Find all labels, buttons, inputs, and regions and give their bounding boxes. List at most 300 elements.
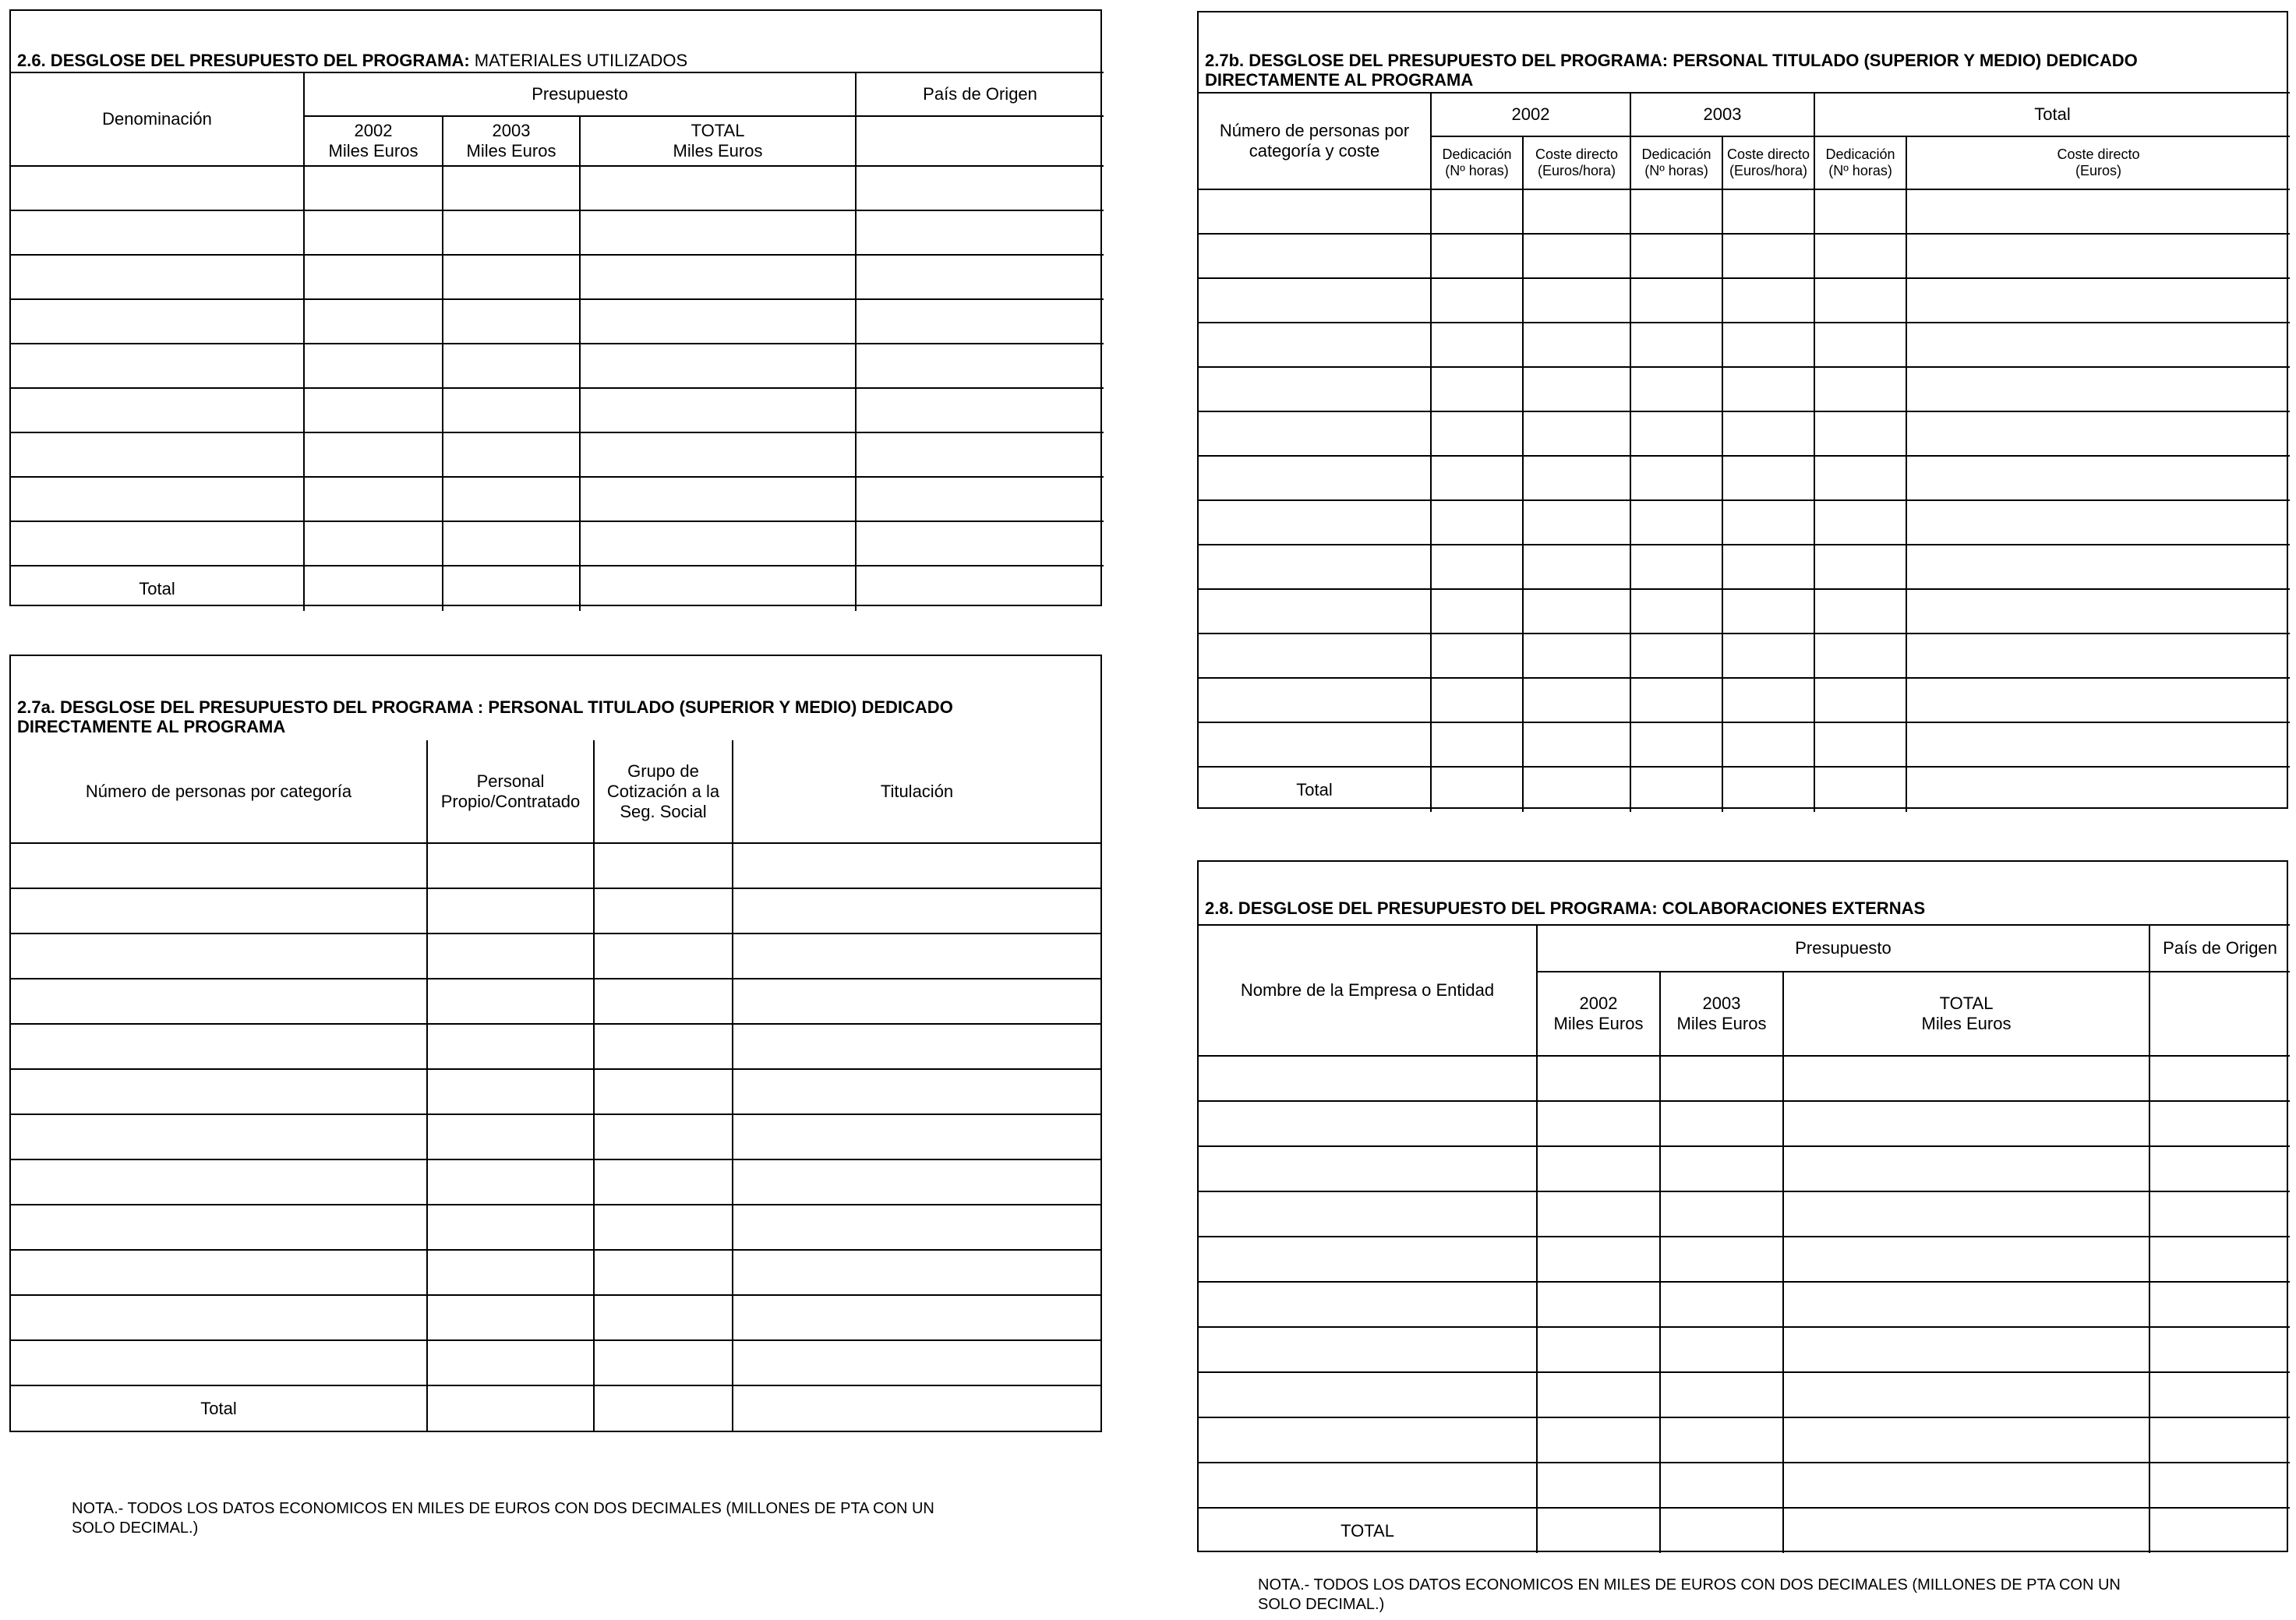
section-title-2-6-rest: MATERIALES UTILIZADOS xyxy=(469,51,688,70)
total-cell[interactable] xyxy=(1783,1508,2149,1553)
input-cell[interactable] xyxy=(1537,1282,1660,1327)
input-cell[interactable] xyxy=(1630,411,1722,456)
subheader-dedicacion-total: Dedicación (Nº horas) xyxy=(1814,136,1906,189)
input-cell[interactable] xyxy=(443,344,580,388)
subheader-dedicacion-2002: Dedicación (Nº horas) xyxy=(1431,136,1523,189)
input-cell[interactable] xyxy=(1906,545,2290,589)
input-cell[interactable] xyxy=(1431,234,1523,278)
input-cell[interactable] xyxy=(11,1024,427,1069)
input-cell[interactable] xyxy=(1660,1056,1783,1101)
colaboraciones-table xyxy=(1199,924,2290,1553)
input-cell[interactable] xyxy=(1783,1372,2149,1417)
input-cell[interactable] xyxy=(1523,411,1630,456)
input-cell[interactable] xyxy=(1814,456,1906,500)
input-cell[interactable] xyxy=(1630,323,1722,367)
input-cell[interactable] xyxy=(1199,589,1431,634)
input-cell[interactable] xyxy=(856,432,1104,477)
input-cell[interactable] xyxy=(594,934,733,979)
col-header-total: TOTAL Miles Euros xyxy=(1783,972,2149,1056)
input-cell[interactable] xyxy=(2149,1417,2290,1463)
input-cell[interactable] xyxy=(304,432,443,477)
total-cell[interactable] xyxy=(1537,1508,1660,1553)
input-cell[interactable] xyxy=(1814,722,1906,767)
input-cell[interactable] xyxy=(427,1024,594,1069)
col-header-2002: 2002 Miles Euros xyxy=(304,116,443,166)
input-cell[interactable] xyxy=(1523,545,1630,589)
input-cell[interactable] xyxy=(1199,1463,1537,1508)
input-cell[interactable] xyxy=(2149,1101,2290,1146)
input-cell[interactable] xyxy=(1660,1282,1783,1327)
input-cell[interactable] xyxy=(1906,189,2290,234)
input-cell[interactable] xyxy=(11,344,304,388)
input-cell[interactable] xyxy=(443,255,580,299)
input-cell[interactable] xyxy=(856,521,1104,566)
input-cell[interactable] xyxy=(1814,278,1906,323)
input-cell[interactable] xyxy=(11,1069,427,1114)
input-cell[interactable] xyxy=(1537,1327,1660,1372)
input-cell[interactable] xyxy=(11,1159,427,1205)
input-cell[interactable] xyxy=(1722,411,1814,456)
total-label: Total xyxy=(11,1385,427,1431)
input-cell[interactable] xyxy=(733,1159,1100,1205)
col-header-pais-origen: País de Origen xyxy=(2149,925,2290,972)
input-cell[interactable] xyxy=(304,477,443,521)
input-cell[interactable] xyxy=(856,210,1104,255)
input-cell[interactable] xyxy=(580,432,856,477)
col-header-2002: 2002 xyxy=(1431,93,1630,136)
input-cell[interactable] xyxy=(580,521,856,566)
col-header-numero-personas: Número de personas por categoría y coste xyxy=(1199,93,1431,189)
input-cell[interactable] xyxy=(304,255,443,299)
input-cell[interactable] xyxy=(11,299,304,344)
input-cell[interactable] xyxy=(594,1159,733,1205)
total-cell[interactable] xyxy=(1660,1508,1783,1553)
input-cell[interactable] xyxy=(594,1205,733,1250)
input-cell[interactable] xyxy=(1906,722,2290,767)
input-cell[interactable] xyxy=(1523,367,1630,411)
input-cell[interactable] xyxy=(856,255,1104,299)
input-cell[interactable] xyxy=(2149,1372,2290,1417)
input-cell[interactable] xyxy=(1906,456,2290,500)
input-cell[interactable] xyxy=(1431,678,1523,722)
input-cell[interactable] xyxy=(1630,500,1722,545)
input-cell[interactable] xyxy=(2149,1146,2290,1191)
input-cell[interactable] xyxy=(304,344,443,388)
input-cell[interactable] xyxy=(11,979,427,1024)
input-cell[interactable] xyxy=(594,888,733,934)
input-cell[interactable] xyxy=(427,1069,594,1114)
input-cell[interactable] xyxy=(1722,323,1814,367)
input-cell[interactable] xyxy=(856,388,1104,432)
input-cell[interactable] xyxy=(1523,278,1630,323)
input-cell[interactable] xyxy=(1722,678,1814,722)
input-cell[interactable] xyxy=(1537,1101,1660,1146)
input-cell[interactable] xyxy=(1660,1237,1783,1282)
total-cell[interactable] xyxy=(427,1385,594,1431)
input-cell[interactable] xyxy=(1199,234,1431,278)
input-cell[interactable] xyxy=(733,1340,1100,1385)
input-cell[interactable] xyxy=(1783,1237,2149,1282)
input-cell[interactable] xyxy=(1523,500,1630,545)
input-cell[interactable] xyxy=(733,1295,1100,1340)
input-cell[interactable] xyxy=(733,979,1100,1024)
personal-a-table xyxy=(11,740,1100,1431)
input-cell[interactable] xyxy=(1199,1417,1537,1463)
input-cell[interactable] xyxy=(427,843,594,888)
col-header-pais-origen: País de Origen xyxy=(856,72,1104,116)
input-cell[interactable] xyxy=(1722,545,1814,589)
input-cell[interactable] xyxy=(443,477,580,521)
total-cell[interactable] xyxy=(1722,767,1814,812)
input-cell[interactable] xyxy=(1630,678,1722,722)
input-cell[interactable] xyxy=(1814,411,1906,456)
input-cell[interactable] xyxy=(1660,1372,1783,1417)
input-cell[interactable] xyxy=(1660,1146,1783,1191)
input-cell[interactable] xyxy=(2149,1463,2290,1508)
form-personal-titulado-a xyxy=(9,655,1102,1432)
input-cell[interactable] xyxy=(11,888,427,934)
input-cell[interactable] xyxy=(11,521,304,566)
input-cell[interactable] xyxy=(1906,678,2290,722)
input-cell[interactable] xyxy=(11,934,427,979)
col-header-grupo-cotizacion: Grupo de Cotización a la Seg. Social xyxy=(594,740,733,843)
input-cell[interactable] xyxy=(427,934,594,979)
input-cell[interactable] xyxy=(1199,1191,1537,1237)
subheader-coste-total: Coste directo (Euros) xyxy=(1906,136,2290,189)
input-cell[interactable] xyxy=(427,979,594,1024)
input-cell[interactable] xyxy=(11,210,304,255)
input-cell[interactable] xyxy=(1783,1056,2149,1101)
input-cell[interactable] xyxy=(1199,1101,1537,1146)
input-cell[interactable] xyxy=(1722,500,1814,545)
input-cell[interactable] xyxy=(11,166,304,210)
total-cell[interactable] xyxy=(443,566,580,611)
input-cell[interactable] xyxy=(11,255,304,299)
total-cell[interactable] xyxy=(580,566,856,611)
col-header-denominacion: Denominación xyxy=(11,72,304,166)
input-cell[interactable] xyxy=(1630,634,1722,678)
input-cell[interactable] xyxy=(1814,234,1906,278)
input-cell[interactable] xyxy=(594,1069,733,1114)
input-cell[interactable] xyxy=(1537,1146,1660,1191)
col-header-2003: 2003 xyxy=(1630,93,1814,136)
col-header-titulacion: Titulación xyxy=(733,740,1100,843)
input-cell[interactable] xyxy=(11,1114,427,1159)
input-cell[interactable] xyxy=(1199,1056,1537,1101)
input-cell[interactable] xyxy=(1523,189,1630,234)
input-cell[interactable] xyxy=(1722,589,1814,634)
input-cell[interactable] xyxy=(580,477,856,521)
input-cell[interactable] xyxy=(11,432,304,477)
input-cell[interactable] xyxy=(1906,634,2290,678)
input-cell[interactable] xyxy=(733,843,1100,888)
input-cell[interactable] xyxy=(1537,1417,1660,1463)
input-cell[interactable] xyxy=(1660,1463,1783,1508)
input-cell[interactable] xyxy=(1199,545,1431,589)
input-cell[interactable] xyxy=(304,166,443,210)
input-cell[interactable] xyxy=(580,210,856,255)
input-cell[interactable] xyxy=(1630,722,1722,767)
input-cell[interactable] xyxy=(443,521,580,566)
section-title-2-6-bold: 2.6. DESGLOSE DEL PRESUPUESTO DEL PROGRAMA: xyxy=(17,51,470,70)
col-header-total: TOTAL Miles Euros xyxy=(580,116,856,166)
input-cell[interactable] xyxy=(1199,367,1431,411)
empty-header-cell xyxy=(2149,972,2290,1056)
input-cell[interactable] xyxy=(733,1069,1100,1114)
input-cell[interactable] xyxy=(856,166,1104,210)
input-cell[interactable] xyxy=(1431,367,1523,411)
input-cell[interactable] xyxy=(1523,323,1630,367)
input-cell[interactable] xyxy=(304,210,443,255)
input-cell[interactable] xyxy=(856,477,1104,521)
input-cell[interactable] xyxy=(11,1340,427,1385)
input-cell[interactable] xyxy=(304,388,443,432)
input-cell[interactable] xyxy=(1814,189,1906,234)
total-cell[interactable] xyxy=(1814,767,1906,812)
input-cell[interactable] xyxy=(1906,367,2290,411)
total-label: Total xyxy=(1199,767,1431,812)
input-cell[interactable] xyxy=(1431,456,1523,500)
input-cell[interactable] xyxy=(1814,634,1906,678)
input-cell[interactable] xyxy=(1783,1417,2149,1463)
input-cell[interactable] xyxy=(11,1295,427,1340)
personal-b-table xyxy=(1199,92,2290,812)
input-cell[interactable] xyxy=(594,1340,733,1385)
input-cell[interactable] xyxy=(1199,722,1431,767)
input-cell[interactable] xyxy=(1431,634,1523,678)
col-header-2003: 2003 Miles Euros xyxy=(1660,972,1783,1056)
input-cell[interactable] xyxy=(1523,234,1630,278)
input-cell[interactable] xyxy=(443,299,580,344)
input-cell[interactable] xyxy=(1537,1191,1660,1237)
input-cell[interactable] xyxy=(1630,278,1722,323)
input-cell[interactable] xyxy=(11,1250,427,1295)
input-cell[interactable] xyxy=(1722,234,1814,278)
total-cell[interactable] xyxy=(1431,767,1523,812)
input-cell[interactable] xyxy=(1660,1101,1783,1146)
input-cell[interactable] xyxy=(1722,189,1814,234)
input-cell[interactable] xyxy=(594,1295,733,1340)
section-title-2-6 xyxy=(17,31,1094,70)
input-cell[interactable] xyxy=(594,1024,733,1069)
input-cell[interactable] xyxy=(427,1205,594,1250)
input-cell[interactable] xyxy=(1906,234,2290,278)
input-cell[interactable] xyxy=(733,934,1100,979)
input-cell[interactable] xyxy=(1199,456,1431,500)
input-cell[interactable] xyxy=(1722,722,1814,767)
input-cell[interactable] xyxy=(1199,411,1431,456)
input-cell[interactable] xyxy=(1630,234,1722,278)
input-cell[interactable] xyxy=(2149,1191,2290,1237)
input-cell[interactable] xyxy=(1814,367,1906,411)
input-cell[interactable] xyxy=(1431,589,1523,634)
input-cell[interactable] xyxy=(1783,1463,2149,1508)
input-cell[interactable] xyxy=(1431,278,1523,323)
col-header-personal: Personal Propio/Contratado xyxy=(427,740,594,843)
input-cell[interactable] xyxy=(580,255,856,299)
subheader-dedicacion-2003: Dedicación (Nº horas) xyxy=(1630,136,1722,189)
form-personal-titulado-b xyxy=(1197,11,2288,809)
note-right: NOTA.- TODOS LOS DATOS ECONOMICOS EN MILES DE EUROS CON DOS DECIMALES (MILLONES DE PTA CON UN SOLO DECIMAL.) xyxy=(1258,1576,2121,1613)
input-cell[interactable] xyxy=(1431,189,1523,234)
input-cell[interactable] xyxy=(1722,278,1814,323)
input-cell[interactable] xyxy=(11,843,427,888)
input-cell[interactable] xyxy=(1906,500,2290,545)
subheader-coste-hora-2002: Coste directo (Euros/hora) xyxy=(1523,136,1630,189)
input-cell[interactable] xyxy=(1431,323,1523,367)
col-header-2003: 2003 Miles Euros xyxy=(443,116,580,166)
total-cell[interactable] xyxy=(1523,767,1630,812)
input-cell[interactable] xyxy=(1814,323,1906,367)
empty-header-cell xyxy=(856,116,1104,166)
input-cell[interactable] xyxy=(1523,589,1630,634)
total-cell[interactable] xyxy=(733,1385,1100,1431)
input-cell[interactable] xyxy=(1660,1327,1783,1372)
input-cell[interactable] xyxy=(580,299,856,344)
total-cell[interactable] xyxy=(2149,1508,2290,1553)
input-cell[interactable] xyxy=(1523,678,1630,722)
input-cell[interactable] xyxy=(1630,367,1722,411)
section-title-2-7a xyxy=(17,678,1094,736)
section-title-2-7a-text: 2.7a. DESGLOSE DEL PRESUPUESTO DEL PROGRAMA : PERSONAL TITULADO (SUPERIOR Y MEDIO) DEDICADO DIRECTAMENTE AL PROGRAMA xyxy=(17,697,953,736)
input-cell[interactable] xyxy=(1722,634,1814,678)
input-cell[interactable] xyxy=(11,477,304,521)
input-cell[interactable] xyxy=(2149,1327,2290,1372)
input-cell[interactable] xyxy=(1199,634,1431,678)
form-materiales-utilizados xyxy=(9,9,1102,606)
col-header-nombre-empresa: Nombre de la Empresa o Entidad xyxy=(1199,925,1537,1056)
input-cell[interactable] xyxy=(443,166,580,210)
total-cell[interactable] xyxy=(856,566,1104,611)
input-cell[interactable] xyxy=(733,1205,1100,1250)
input-cell[interactable] xyxy=(1660,1191,1783,1237)
input-cell[interactable] xyxy=(2149,1282,2290,1327)
input-cell[interactable] xyxy=(443,432,580,477)
total-label: TOTAL xyxy=(1199,1508,1537,1553)
input-cell[interactable] xyxy=(856,344,1104,388)
input-cell[interactable] xyxy=(427,1114,594,1159)
section-title-2-8-text: 2.8. DESGLOSE DEL PRESUPUESTO DEL PROGRAMA: COLABORACIONES EXTERNAS xyxy=(1205,898,1926,918)
input-cell[interactable] xyxy=(1783,1282,2149,1327)
input-cell[interactable] xyxy=(1814,545,1906,589)
input-cell[interactable] xyxy=(1906,278,2290,323)
input-cell[interactable] xyxy=(733,1114,1100,1159)
input-cell[interactable] xyxy=(1537,1056,1660,1101)
input-cell[interactable] xyxy=(304,299,443,344)
input-cell[interactable] xyxy=(304,521,443,566)
input-cell[interactable] xyxy=(443,210,580,255)
input-cell[interactable] xyxy=(1431,500,1523,545)
input-cell[interactable] xyxy=(1199,678,1431,722)
input-cell[interactable] xyxy=(1722,456,1814,500)
input-cell[interactable] xyxy=(427,1159,594,1205)
input-cell[interactable] xyxy=(427,1250,594,1295)
total-cell[interactable] xyxy=(304,566,443,611)
input-cell[interactable] xyxy=(594,1114,733,1159)
input-cell[interactable] xyxy=(1783,1101,2149,1146)
input-cell[interactable] xyxy=(1537,1237,1660,1282)
input-cell[interactable] xyxy=(427,1295,594,1340)
input-cell[interactable] xyxy=(1660,1417,1783,1463)
input-cell[interactable] xyxy=(733,1250,1100,1295)
input-cell[interactable] xyxy=(1783,1146,2149,1191)
input-cell[interactable] xyxy=(580,166,856,210)
input-cell[interactable] xyxy=(1523,456,1630,500)
input-cell[interactable] xyxy=(1431,411,1523,456)
input-cell[interactable] xyxy=(1630,189,1722,234)
form-colaboraciones-externas xyxy=(1197,860,2288,1552)
input-cell[interactable] xyxy=(427,1340,594,1385)
input-cell[interactable] xyxy=(1199,1237,1537,1282)
col-header-presupuesto: Presupuesto xyxy=(304,72,856,116)
input-cell[interactable] xyxy=(443,388,580,432)
input-cell[interactable] xyxy=(733,888,1100,934)
input-cell[interactable] xyxy=(1814,678,1906,722)
total-cell[interactable] xyxy=(594,1385,733,1431)
materiales-table xyxy=(11,72,1104,611)
input-cell[interactable] xyxy=(594,843,733,888)
input-cell[interactable] xyxy=(1783,1327,2149,1372)
input-cell[interactable] xyxy=(1906,323,2290,367)
input-cell[interactable] xyxy=(1630,545,1722,589)
input-cell[interactable] xyxy=(1199,189,1431,234)
input-cell[interactable] xyxy=(580,344,856,388)
input-cell[interactable] xyxy=(580,388,856,432)
input-cell[interactable] xyxy=(1630,456,1722,500)
section-title-2-8 xyxy=(1205,879,2280,918)
input-cell[interactable] xyxy=(1537,1372,1660,1417)
input-cell[interactable] xyxy=(1199,323,1431,367)
input-cell[interactable] xyxy=(1814,589,1906,634)
input-cell[interactable] xyxy=(1537,1463,1660,1508)
input-cell[interactable] xyxy=(2149,1237,2290,1282)
input-cell[interactable] xyxy=(1783,1191,2149,1237)
input-cell[interactable] xyxy=(11,388,304,432)
input-cell[interactable] xyxy=(1523,634,1630,678)
input-cell[interactable] xyxy=(733,1024,1100,1069)
section-title-2-7b xyxy=(1205,31,2280,90)
input-cell[interactable] xyxy=(1431,545,1523,589)
input-cell[interactable] xyxy=(1906,589,2290,634)
input-cell[interactable] xyxy=(1199,1327,1537,1372)
col-header-numero-personas: Número de personas por categoría xyxy=(11,740,427,843)
input-cell[interactable] xyxy=(1814,500,1906,545)
input-cell[interactable] xyxy=(1199,1146,1537,1191)
input-cell[interactable] xyxy=(856,299,1104,344)
input-cell[interactable] xyxy=(11,1205,427,1250)
input-cell[interactable] xyxy=(1722,367,1814,411)
input-cell[interactable] xyxy=(594,1250,733,1295)
total-label: Total xyxy=(11,566,304,611)
total-cell[interactable] xyxy=(1630,767,1722,812)
input-cell[interactable] xyxy=(427,888,594,934)
input-cell[interactable] xyxy=(1199,1372,1537,1417)
input-cell[interactable] xyxy=(1431,722,1523,767)
input-cell[interactable] xyxy=(1630,589,1722,634)
input-cell[interactable] xyxy=(2149,1056,2290,1101)
input-cell[interactable] xyxy=(594,979,733,1024)
total-cell[interactable] xyxy=(1906,767,2290,812)
note-left: NOTA.- TODOS LOS DATOS ECONOMICOS EN MILES DE EUROS CON DOS DECIMALES (MILLONES DE PTA CON UN SOLO DECIMAL.) xyxy=(72,1500,934,1537)
col-header-presupuesto: Presupuesto xyxy=(1537,925,2149,972)
subheader-coste-hora-2003: Coste directo (Euros/hora) xyxy=(1722,136,1814,189)
input-cell[interactable] xyxy=(1199,1282,1537,1327)
input-cell[interactable] xyxy=(1199,500,1431,545)
input-cell[interactable] xyxy=(1199,278,1431,323)
input-cell[interactable] xyxy=(1523,722,1630,767)
input-cell[interactable] xyxy=(1906,411,2290,456)
section-title-2-7b-text: 2.7b. DESGLOSE DEL PRESUPUESTO DEL PROGRAMA: PERSONAL TITULADO (SUPERIOR Y MEDIO) DEDICADO DIRECTAMENTE AL PROGRAMA xyxy=(1205,51,2138,90)
